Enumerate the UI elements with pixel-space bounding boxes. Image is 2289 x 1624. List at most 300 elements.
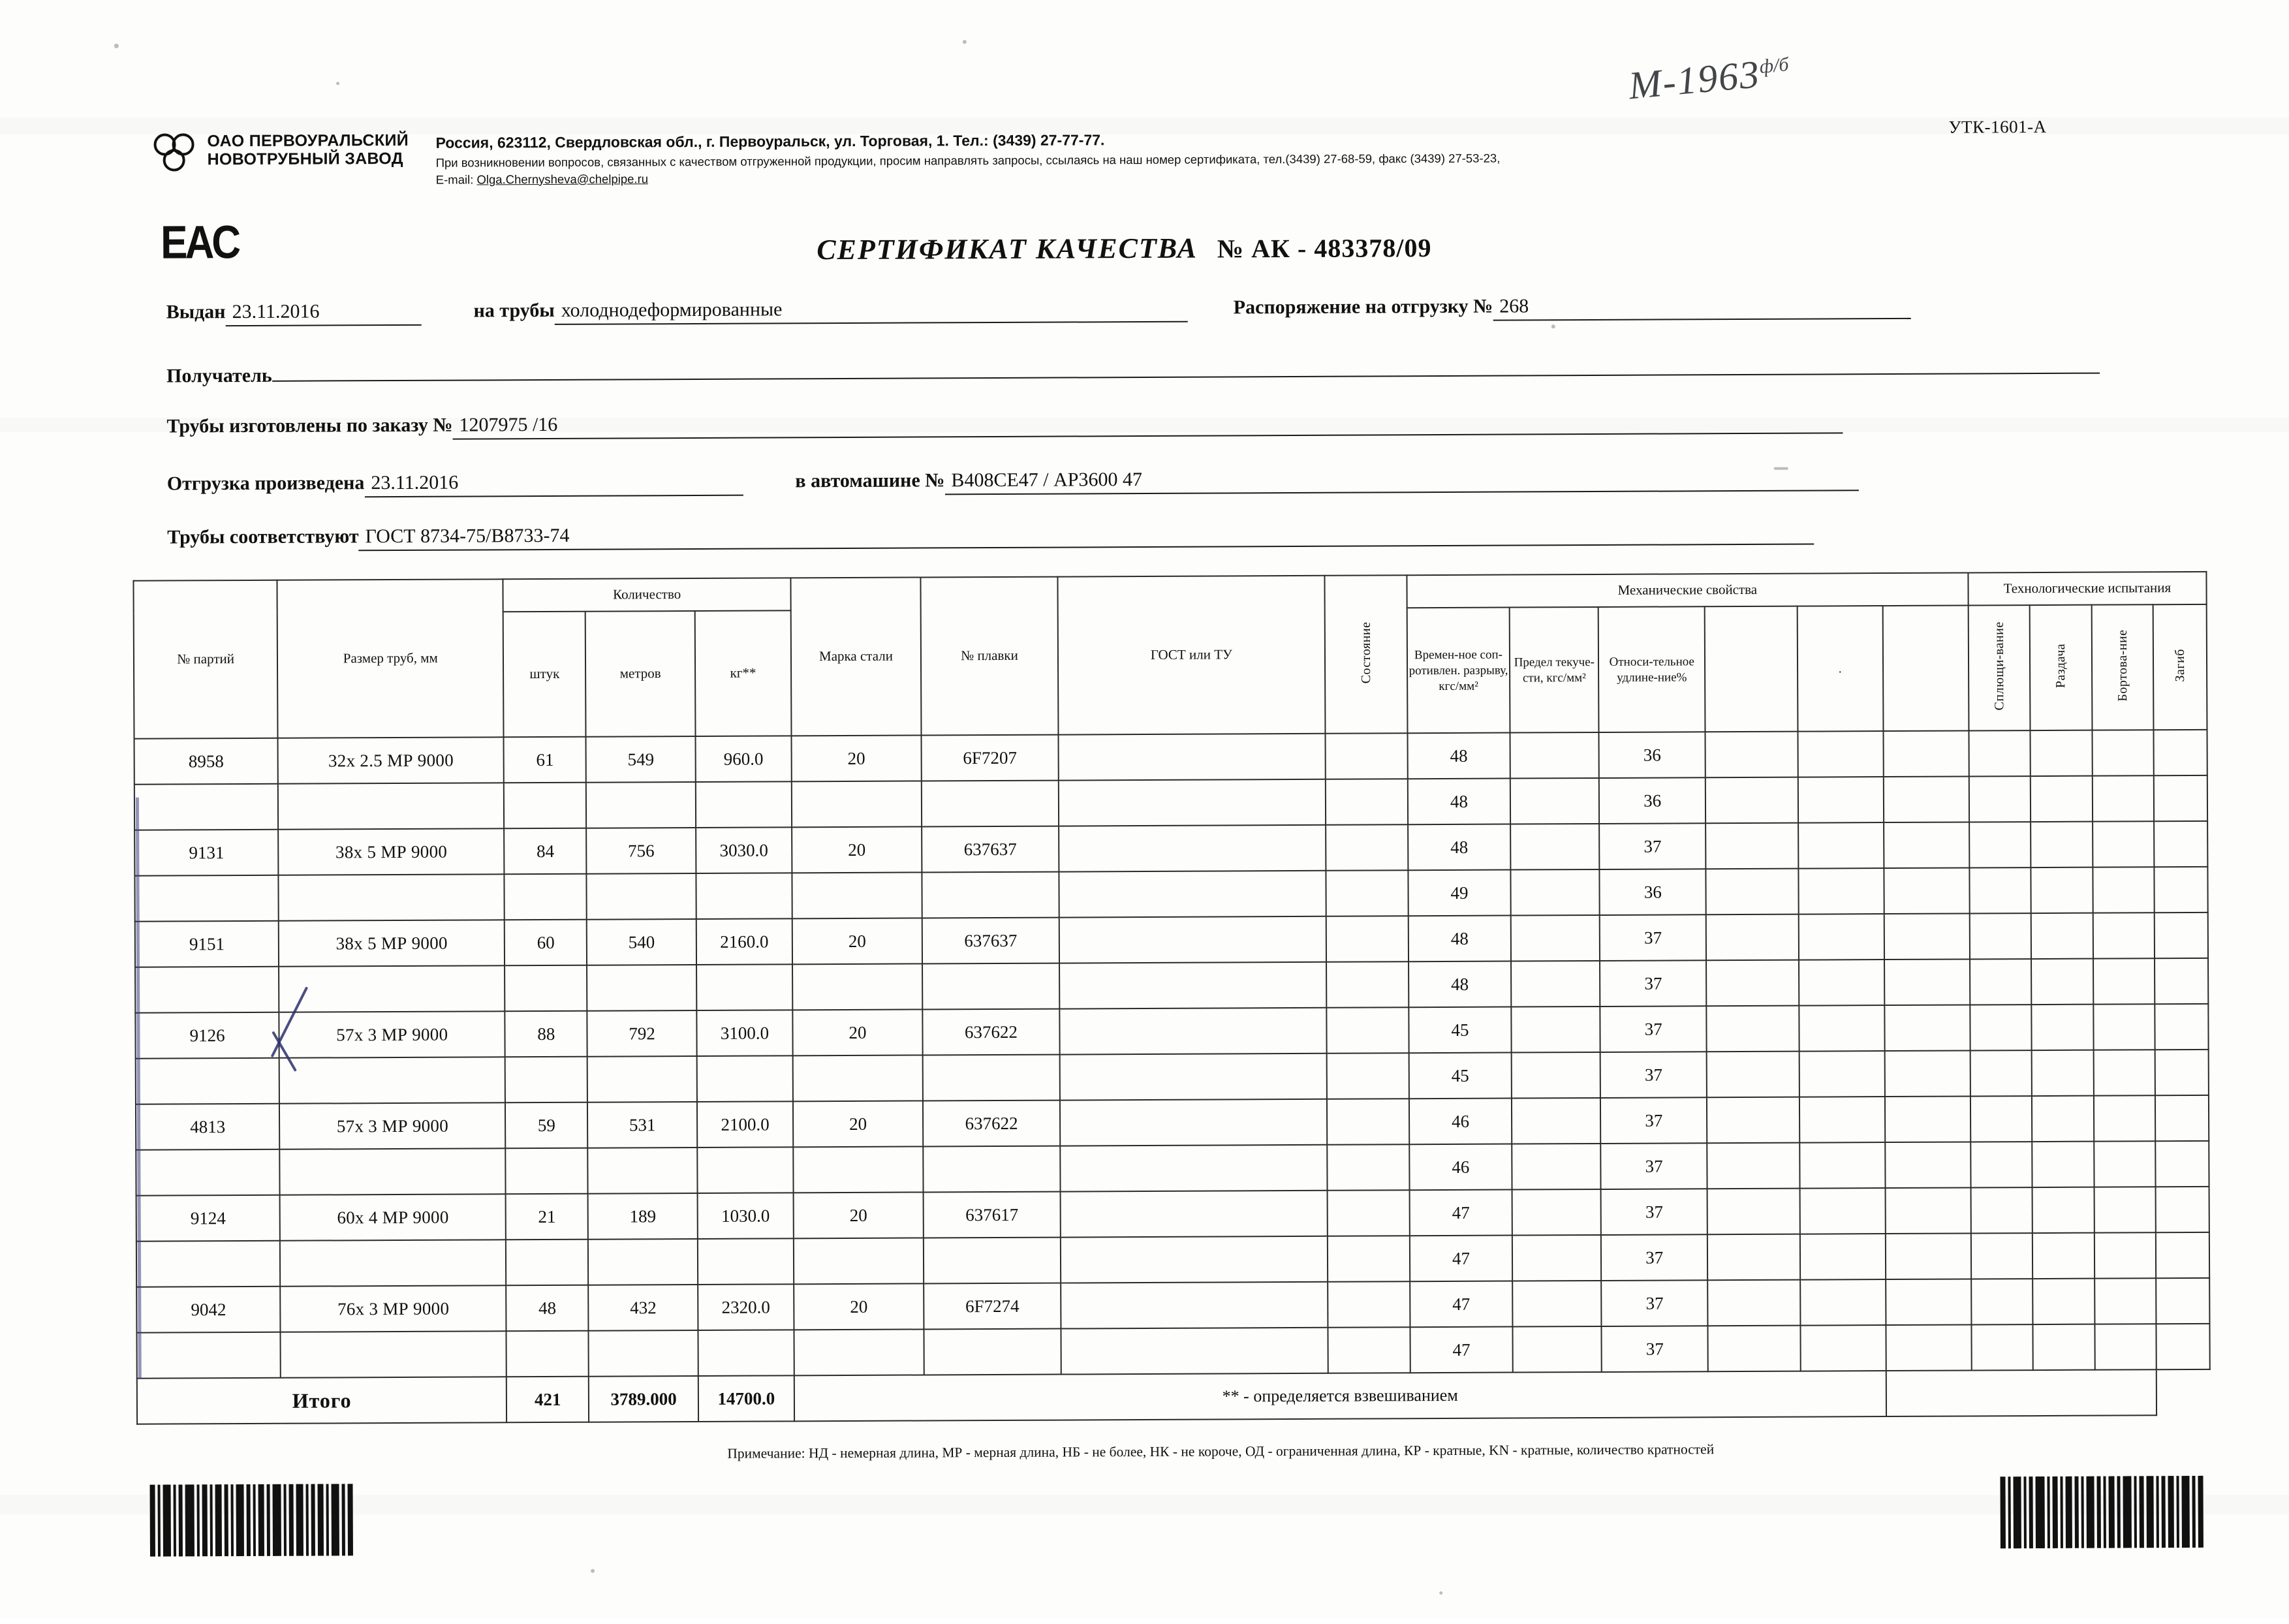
cell-state xyxy=(1328,1281,1410,1328)
order-row xyxy=(166,408,1843,441)
cell-bend xyxy=(2156,1232,2209,1278)
cell-gost xyxy=(1061,1328,1328,1375)
cell-flattening xyxy=(1969,867,2031,913)
cell-batch: 9151 xyxy=(135,921,279,967)
cell-mech-blank-3 xyxy=(1886,1233,1971,1279)
cell-mech-blank-3 xyxy=(1884,1050,1970,1097)
cell-size: 76х 3 МР 9000 xyxy=(280,1285,506,1332)
cell-yield xyxy=(1512,1098,1601,1144)
cell-mech-blank-1 xyxy=(1707,1052,1799,1098)
cell-mech-blank-3 xyxy=(1883,776,1969,822)
cell-pieces xyxy=(505,965,587,1012)
cell-kg xyxy=(696,873,792,919)
cell-meters: 756 xyxy=(586,828,696,874)
cell-batch: 9126 xyxy=(135,1012,279,1059)
cell-mech-blank-2 xyxy=(1799,1188,1885,1234)
totals-meters: 3789.000 xyxy=(589,1376,698,1422)
cell-bend xyxy=(2155,958,2208,1004)
barcode-right xyxy=(2000,1476,2205,1548)
cell-flaring xyxy=(2031,776,2093,822)
cell-tensile: 47 xyxy=(1410,1236,1513,1282)
cell-steel: 20 xyxy=(794,1283,924,1330)
cell-flattening xyxy=(1969,776,2031,822)
cell-flaring xyxy=(2032,1142,2094,1187)
cell-bead xyxy=(2094,1232,2156,1278)
certificate-table-body xyxy=(134,730,2211,1424)
cell-meters xyxy=(589,1330,698,1377)
cell-gost xyxy=(1059,962,1326,1009)
cell-mech-blank-3 xyxy=(1884,867,1969,914)
cell-mech-blank-1 xyxy=(1707,1143,1799,1189)
cell-batch xyxy=(136,1241,281,1287)
cell-flattening xyxy=(1971,1279,2033,1324)
company-address-block xyxy=(435,129,1584,188)
cell-bend xyxy=(2156,1324,2209,1369)
cell-bend xyxy=(2155,1095,2209,1141)
cell-yield xyxy=(1511,961,1600,1007)
pipes-type[interactable]: холоднодеформированные xyxy=(555,297,1188,325)
cell-meters xyxy=(588,1239,698,1285)
cell-gost xyxy=(1059,779,1326,826)
cell-elongation: 37 xyxy=(1601,1143,1707,1189)
cell-heat xyxy=(922,872,1059,918)
company-address: Россия, 623112, Свердловская обл., г. Первоуральск, ул. Торговая, 1. Тел.: (3439) 27-77-77. xyxy=(435,131,1105,151)
recipient-row xyxy=(166,349,2100,388)
cell-bead xyxy=(2094,1324,2157,1369)
issued-date[interactable]: 23.11.2016 xyxy=(225,300,421,326)
cell-bend xyxy=(2155,1004,2208,1050)
cell-mech-blank-1 xyxy=(1706,1006,1799,1052)
cell-yield xyxy=(1512,1235,1602,1281)
email-label: E-mail: xyxy=(435,172,474,187)
cell-size xyxy=(280,1148,506,1195)
cell-flattening xyxy=(1969,822,2031,867)
cell-steel: 20 xyxy=(791,735,922,781)
cell-state xyxy=(1326,1007,1409,1054)
th-mech-blank-3 xyxy=(1882,605,1969,731)
cell-mech-blank-3 xyxy=(1884,822,1969,868)
cell-steel: 20 xyxy=(792,826,922,873)
totals-row xyxy=(137,1369,2210,1424)
shipping-order-label: Распоряжение на отгрузку № xyxy=(1233,295,1493,319)
cell-flattening xyxy=(1970,1005,2032,1050)
th-pieces: штук xyxy=(503,612,586,738)
cell-heat: 637617 xyxy=(924,1192,1061,1238)
cell-tensile: 49 xyxy=(1408,870,1511,916)
cell-mech-blank-2 xyxy=(1798,914,1884,960)
th-flaring: Раздача xyxy=(2030,605,2092,730)
cell-elongation: 37 xyxy=(1601,1189,1707,1235)
cell-heat xyxy=(924,1238,1061,1284)
cell-elongation: 37 xyxy=(1600,1006,1707,1052)
cell-kg xyxy=(696,964,792,1010)
cell-tensile: 47 xyxy=(1410,1281,1513,1328)
cell-state xyxy=(1326,870,1408,916)
cell-kg xyxy=(698,1330,794,1376)
cell-flaring xyxy=(2032,1233,2094,1279)
cell-elongation: 37 xyxy=(1600,1052,1707,1098)
cell-pieces: 84 xyxy=(504,828,586,875)
vehicle-label: в автомашине № xyxy=(795,469,945,492)
cell-size: 57х 3 МР 9000 xyxy=(279,1011,505,1058)
totals-label: Итого xyxy=(137,1377,507,1424)
cell-kg: 2320.0 xyxy=(698,1284,794,1330)
th-gost: ГОСТ или ТУ xyxy=(1057,576,1325,735)
cell-yield xyxy=(1510,778,1600,824)
cell-elongation: 36 xyxy=(1599,732,1705,778)
cell-bend xyxy=(2155,913,2208,958)
cell-steel xyxy=(794,1238,924,1284)
cell-bead xyxy=(2092,730,2154,775)
cell-tensile: 46 xyxy=(1409,1144,1512,1191)
cell-size: 38х 5 МР 9000 xyxy=(278,828,504,875)
cell-state xyxy=(1326,779,1408,825)
company-name xyxy=(207,131,409,168)
cell-kg: 1030.0 xyxy=(698,1193,794,1239)
cell-size xyxy=(279,965,505,1012)
cell-state xyxy=(1327,1053,1409,1099)
document-title-row xyxy=(817,230,1431,266)
th-batch: № партий xyxy=(133,580,277,739)
cell-kg: 2100.0 xyxy=(697,1101,793,1148)
cell-flattening xyxy=(1969,730,2031,776)
cell-steel xyxy=(793,1055,924,1101)
cell-elongation: 37 xyxy=(1600,960,1706,1007)
cell-flattening xyxy=(1970,1096,2032,1142)
cell-meters: 432 xyxy=(588,1285,698,1331)
cell-flaring xyxy=(2032,1279,2094,1324)
cell-mech-blank-3 xyxy=(1884,1005,1970,1051)
cell-batch xyxy=(136,1149,280,1196)
th-heat-number: № плавки xyxy=(921,577,1059,736)
standard-value[interactable]: ГОСТ 8734-75/В8733-74 xyxy=(359,520,1814,552)
cell-gost xyxy=(1060,1145,1327,1192)
cell-gost xyxy=(1061,1282,1328,1329)
cell-gost xyxy=(1060,1099,1327,1146)
cell-pieces xyxy=(504,783,586,829)
cell-heat: 637622 xyxy=(923,1101,1060,1147)
cell-mech-blank-2 xyxy=(1798,868,1884,914)
cell-size xyxy=(280,1240,506,1287)
cell-flaring xyxy=(2031,822,2093,867)
cell-mech-blank-2 xyxy=(1799,1051,1884,1097)
cell-mech-blank-3 xyxy=(1886,1279,1971,1325)
footer-note: Примечание: НД - немерная длина, МР - мерная длина, НБ - не более, НК - не короче, ОД - ограниченная длина, КР - кратные, KN - кратные, количество кратностей xyxy=(727,1441,1715,1461)
cell-heat: 637637 xyxy=(922,918,1059,964)
email-link[interactable]: Olga.Chernysheva@chelpipe.ru xyxy=(476,172,649,187)
cell-tensile: 47 xyxy=(1409,1190,1512,1236)
cell-meters xyxy=(587,1148,697,1194)
cell-yield xyxy=(1512,1189,1602,1236)
shipping-order-number[interactable]: 268 xyxy=(1493,294,1910,321)
cell-mech-blank-3 xyxy=(1885,1142,1970,1188)
cell-mech-blank-1 xyxy=(1705,869,1798,915)
cell-flaring xyxy=(2032,1050,2094,1096)
cell-state xyxy=(1326,824,1408,871)
eac-conformity-mark: ЕAC xyxy=(161,216,239,269)
cell-mech-blank-2 xyxy=(1800,1325,1886,1371)
th-quantity-group: Количество xyxy=(503,578,791,612)
standard-label: Трубы соответствуют xyxy=(167,525,359,548)
cell-gost xyxy=(1061,1236,1328,1283)
document-title: СЕРТИФИКАТ КАЧЕСТВА xyxy=(817,232,1198,266)
cell-size: 57х 3 МР 9000 xyxy=(279,1102,505,1149)
cell-flaring xyxy=(2032,1005,2094,1050)
cell-bend xyxy=(2154,775,2207,821)
th-elongation: Относи-тельное удлине-ние% xyxy=(1598,606,1705,732)
recipient-value[interactable] xyxy=(272,349,2100,382)
handwritten-annotation xyxy=(1627,49,1791,108)
cell-mech-blank-2 xyxy=(1798,731,1883,777)
cell-gost xyxy=(1059,916,1326,963)
cell-steel xyxy=(794,1329,924,1375)
cell-heat xyxy=(924,1329,1061,1375)
cell-batch: 9131 xyxy=(134,830,279,876)
cell-tensile: 48 xyxy=(1409,916,1512,962)
cell-gost xyxy=(1059,825,1326,872)
cell-gost xyxy=(1059,1008,1326,1055)
cell-mech-blank-1 xyxy=(1705,777,1798,824)
cell-bead xyxy=(2093,913,2155,958)
cell-kg: 2160.0 xyxy=(696,918,792,965)
cell-mech-blank-3 xyxy=(1886,1324,1971,1371)
cell-mech-blank-3 xyxy=(1885,1096,1970,1142)
cell-flaring xyxy=(2031,730,2093,776)
cell-mech-blank-2 xyxy=(1798,777,1883,823)
cell-size: 32х 2.5 МР 9000 xyxy=(278,737,504,784)
cell-state xyxy=(1325,733,1407,779)
cell-kg xyxy=(697,1055,793,1102)
cell-mech-blank-1 xyxy=(1705,732,1798,778)
cell-yield xyxy=(1512,1281,1602,1327)
cell-bead xyxy=(2094,1187,2156,1232)
company-contact-note: При возникновении вопросов, связанных с качеством отгруженной продукции, просим направлять запросы, ссылаясь на наш номер сертификата, тел.(3439) 27-68-59, факс (3439) 27-53-23, xyxy=(435,151,1501,170)
cell-bead xyxy=(2092,775,2154,821)
cell-mech-blank-2 xyxy=(1799,960,1884,1006)
cell-gost xyxy=(1060,1054,1327,1101)
cell-bead xyxy=(2093,958,2155,1004)
company-logo-icon xyxy=(152,132,200,172)
cell-state xyxy=(1328,1236,1410,1282)
cell-heat xyxy=(922,963,1059,1010)
cell-pieces: 88 xyxy=(505,1011,587,1057)
cell-yield xyxy=(1512,1052,1601,1099)
cell-bend xyxy=(2156,1187,2209,1232)
document-number: № АК - 483378/09 xyxy=(1217,233,1432,264)
cell-elongation: 37 xyxy=(1602,1280,1708,1326)
cell-elongation: 36 xyxy=(1599,777,1705,824)
cell-batch: 8958 xyxy=(134,738,279,785)
cell-size: 38х 5 МР 9000 xyxy=(279,920,505,967)
cell-steel xyxy=(792,872,922,918)
cell-tensile: 46 xyxy=(1409,1099,1512,1145)
cell-pieces: 60 xyxy=(505,920,587,966)
cell-yield xyxy=(1510,732,1600,779)
cell-meters: 189 xyxy=(588,1193,698,1240)
cell-meters xyxy=(587,965,696,1011)
cell-pieces xyxy=(505,874,587,920)
cell-yield xyxy=(1513,1326,1602,1373)
cell-pieces xyxy=(506,1240,588,1286)
cell-mech-blank-1 xyxy=(1706,914,1799,961)
order-number[interactable]: 1207975 /16 xyxy=(452,408,1843,439)
cell-batch xyxy=(134,784,279,830)
cell-flaring xyxy=(2031,913,2093,959)
form-code: УТК-1601-А xyxy=(1948,116,2047,137)
cell-tensile: 47 xyxy=(1410,1327,1513,1373)
cell-state xyxy=(1327,1190,1409,1236)
cell-flattening xyxy=(1970,1142,2032,1187)
cell-heat xyxy=(923,1146,1060,1193)
cell-bead xyxy=(2094,1095,2156,1141)
cell-size xyxy=(279,874,505,921)
cell-kg xyxy=(696,781,792,828)
cell-bend xyxy=(2155,1141,2209,1187)
cell-bend xyxy=(2156,1278,2209,1324)
cell-meters xyxy=(587,873,696,920)
th-size: Размер труб, мм xyxy=(277,579,504,738)
cell-flaring xyxy=(2032,1187,2094,1233)
cell-batch xyxy=(136,1332,281,1379)
cell-bead xyxy=(2094,1278,2157,1324)
cell-elongation: 37 xyxy=(1600,914,1706,961)
th-state: Состояние xyxy=(1324,575,1407,734)
cell-flattening xyxy=(1971,1324,2033,1370)
cell-heat: 6F7274 xyxy=(924,1283,1061,1330)
th-tensile: Времен-ное соп-ротивлен. разрыву, кгс/мм² xyxy=(1407,608,1510,734)
th-kg: кг** xyxy=(695,610,792,736)
cell-state xyxy=(1328,1327,1410,1373)
cell-yield xyxy=(1512,1144,1601,1190)
cell-size xyxy=(278,783,504,830)
cell-meters: 540 xyxy=(587,919,696,965)
shipment-date[interactable]: 23.11.2016 xyxy=(364,471,743,498)
cell-size xyxy=(281,1331,506,1378)
cell-mech-blank-3 xyxy=(1884,913,1969,960)
cell-batch: 9042 xyxy=(136,1287,281,1333)
cell-tensile: 48 xyxy=(1407,733,1510,779)
th-bend: Загиб xyxy=(2153,604,2207,730)
cell-bead xyxy=(2093,821,2155,867)
barcode-left xyxy=(150,1484,356,1556)
cell-bend xyxy=(2155,1050,2209,1095)
cell-steel xyxy=(793,1146,924,1193)
cell-bead xyxy=(2093,1050,2155,1095)
th-technological-group: Технологические испытания xyxy=(1968,572,2206,606)
cell-meters: 531 xyxy=(587,1102,697,1148)
cell-meters xyxy=(586,782,696,828)
cell-mech-blank-2 xyxy=(1798,822,1884,869)
cell-heat: 637622 xyxy=(922,1009,1059,1055)
cell-elongation: 36 xyxy=(1600,869,1706,915)
cell-kg xyxy=(697,1147,793,1193)
cell-tensile: 48 xyxy=(1408,779,1511,825)
cell-flaring xyxy=(2033,1324,2095,1370)
cell-mech-blank-3 xyxy=(1884,959,1970,1005)
cell-state xyxy=(1326,916,1409,962)
cell-bead xyxy=(2093,867,2155,913)
cell-tensile: 48 xyxy=(1408,824,1511,871)
cell-yield xyxy=(1510,824,1600,870)
cell-steel: 20 xyxy=(793,1192,924,1238)
cell-steel: 20 xyxy=(792,918,923,964)
cell-mech-blank-3 xyxy=(1885,1187,1970,1234)
cell-elongation: 37 xyxy=(1601,1234,1707,1281)
cell-heat xyxy=(923,1055,1060,1101)
th-mech-blank-1 xyxy=(1705,606,1798,732)
th-flattening: Сплющи-вание xyxy=(1969,605,2031,730)
th-bead: Бортова-ние xyxy=(2091,604,2153,730)
cell-pieces xyxy=(506,1148,588,1195)
recipient-label: Получатель xyxy=(166,364,272,387)
cell-yield xyxy=(1511,869,1600,916)
standard-row xyxy=(167,520,1814,552)
totals-pieces: 421 xyxy=(506,1377,589,1423)
cell-elongation: 37 xyxy=(1600,823,1706,869)
cell-flattening xyxy=(1970,1187,2032,1233)
cell-elongation: 37 xyxy=(1602,1326,1708,1372)
cell-heat xyxy=(922,781,1059,827)
company-logo-block xyxy=(152,131,433,173)
cell-kg xyxy=(698,1238,794,1285)
cell-pieces xyxy=(505,1057,587,1103)
totals-note: ** - определяется взвешиванием xyxy=(794,1371,1886,1421)
cell-mech-blank-2 xyxy=(1799,1005,1884,1052)
company-email-row xyxy=(436,167,1585,188)
cell-mech-blank-3 xyxy=(1883,730,1969,777)
cell-batch xyxy=(136,1058,280,1104)
handwritten-number: М-1963 xyxy=(1627,52,1762,108)
cell-kg: 3030.0 xyxy=(696,827,792,873)
th-mech-blank-2: . xyxy=(1797,606,1883,732)
cell-state xyxy=(1327,1099,1409,1145)
cell-steel xyxy=(792,781,922,827)
cell-mech-blank-1 xyxy=(1707,1097,1799,1144)
cell-tensile: 45 xyxy=(1409,1053,1512,1099)
cell-bead xyxy=(2093,1004,2155,1050)
cell-gost xyxy=(1060,1191,1327,1238)
cell-kg: 3100.0 xyxy=(696,1010,792,1056)
cell-steel xyxy=(792,963,923,1010)
cell-steel: 20 xyxy=(792,1009,923,1055)
cell-meters: 792 xyxy=(587,1010,697,1057)
cell-kg: 960.0 xyxy=(696,736,792,782)
cell-pieces: 59 xyxy=(505,1102,587,1149)
company-name-line2: НОВОТРУБНЫЙ ЗАВОД xyxy=(207,149,403,169)
cell-tensile: 45 xyxy=(1409,1007,1512,1054)
cell-gost xyxy=(1059,871,1326,918)
cell-yield xyxy=(1511,1007,1600,1053)
th-mechanical-group: Механические свойства xyxy=(1407,572,1968,608)
handwritten-suffix: ф/б xyxy=(1758,54,1790,78)
order-label: Трубы изготовлены по заказу № xyxy=(166,414,453,437)
vehicle-number[interactable]: В408СЕ47 / АР3600 47 xyxy=(944,465,1858,495)
totals-blank xyxy=(1886,1369,2157,1416)
cell-heat: 6F7207 xyxy=(922,735,1059,781)
cell-meters xyxy=(587,1056,697,1102)
cell-bead xyxy=(2094,1141,2156,1187)
cell-batch: 9124 xyxy=(136,1195,281,1241)
cell-flattening xyxy=(1970,959,2032,1005)
th-steel-grade: Марка стали xyxy=(790,577,921,736)
issued-label: Выдан xyxy=(166,301,226,323)
cell-pieces: 48 xyxy=(506,1285,589,1332)
cell-size: 60х 4 МР 9000 xyxy=(280,1194,506,1241)
th-meters: метров xyxy=(585,611,696,737)
cell-mech-blank-1 xyxy=(1706,960,1799,1007)
company-name-line1: ОАО ПЕРВОУРАЛЬСКИЙ xyxy=(207,131,409,151)
shipment-row xyxy=(167,465,1859,498)
